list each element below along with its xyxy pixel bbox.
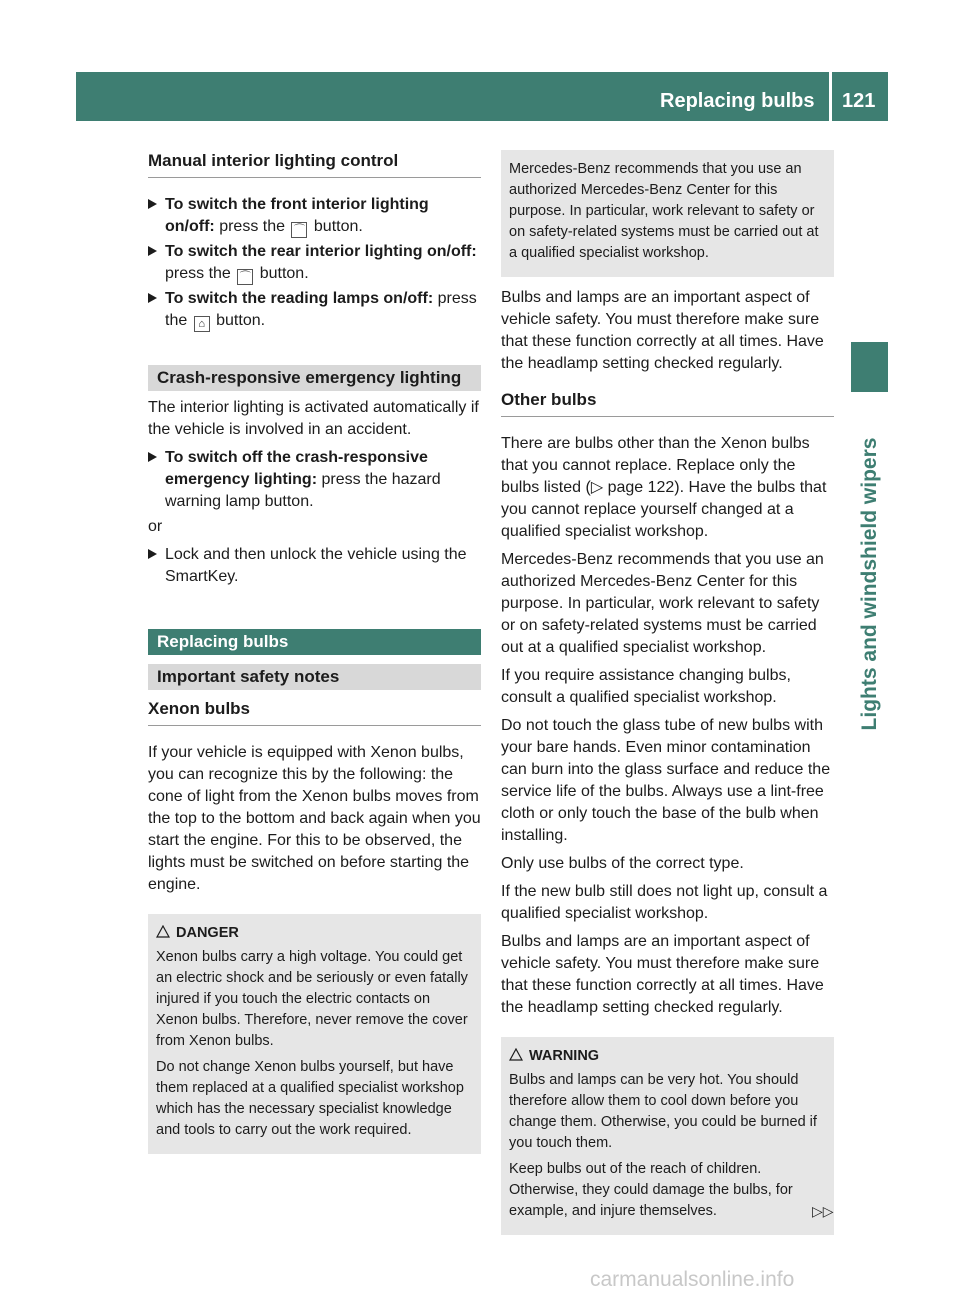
header-divider bbox=[829, 72, 832, 121]
crash-lighting-band: Crash-responsive emergency lighting bbox=[148, 365, 481, 391]
step-reading-lamps bbox=[148, 288, 481, 332]
warning-box bbox=[501, 1037, 834, 1235]
step-rear-light bbox=[148, 241, 481, 285]
other-bulbs-text-5: Only use bulbs of the correct type. bbox=[501, 855, 744, 872]
page-title: Replacing bulbs bbox=[660, 90, 815, 112]
side-tab-label: Lights and windshield wipers bbox=[858, 437, 881, 731]
warning-title bbox=[509, 1046, 827, 1067]
arrow-icon bbox=[148, 246, 157, 256]
step-text: Lock and then unlock the vehicle using the SmartKey. bbox=[165, 546, 467, 585]
step-text: press the bbox=[165, 290, 477, 329]
step-bold: To switch off the crash-responsive emergency lighting: bbox=[165, 449, 428, 488]
watermark: carmanualsonline.info bbox=[590, 1268, 795, 1291]
step-bold: To switch the reading lamps on/off: bbox=[165, 290, 434, 307]
step-text: button. bbox=[211, 312, 266, 329]
step-lock-unlock bbox=[148, 544, 481, 588]
other-bulbs-text-2: Mercedes-Benz recommends that you use an authorized Mercedes-Benz Center for this purpose. In particular, work relevant to safety or on safety-related systems must be carried out at a qualified specialist workshop. bbox=[501, 551, 824, 656]
side-tab bbox=[852, 404, 888, 764]
danger-label: DANGER bbox=[176, 925, 239, 941]
right-column bbox=[501, 150, 834, 1235]
left-column bbox=[148, 150, 481, 1154]
step-crash-off bbox=[148, 447, 481, 513]
danger-title bbox=[156, 923, 474, 944]
arrow-icon bbox=[148, 549, 157, 559]
continued-icon: ▷▷ bbox=[812, 1203, 834, 1219]
warning-text-1: Bulbs and lamps can be very hot. You should therefore allow them to cool down before you change them. Otherwise, you could be burned if you touch them. bbox=[509, 1072, 817, 1151]
bulbs-important-paragraph: Bulbs and lamps are an important aspect of vehicle safety. You must therefore make sure that these function correctly at all times. Have the headlamp setting checked regularly. bbox=[501, 289, 824, 372]
danger-text-2: Do not change Xenon bulbs yourself, but have them replaced at a qualified specialist workshop which has the necessary specialist knowledge and tools to carry out the work required. bbox=[156, 1059, 464, 1138]
step-text: press the hazard warning lamp button. bbox=[165, 471, 441, 510]
step-bold: To switch the rear interior lighting on/off: bbox=[165, 243, 477, 260]
step-text: press the bbox=[165, 265, 236, 282]
page-number: 121 bbox=[842, 90, 876, 112]
xenon-paragraph: If your vehicle is equipped with Xenon bulbs, you can recognize this by the following: the cone of light from the Xenon bulbs moves from the top to the bottom and back again when you start the engine. For this to be observed, the lights must be switched on before starting the engine. bbox=[148, 744, 481, 893]
recommendation-text: Mercedes-Benz recommends that you use an authorized Mercedes-Benz Center for this purpose. In particular, work relevant to safety or on safety-related systems must be carried out at a qualified specialist workshop. bbox=[509, 161, 819, 261]
step-text: press the bbox=[214, 218, 290, 235]
other-bulbs-text-1: There are bulbs other than the Xenon bulbs that you cannot replace. Replace only the bulbs listed (▷ page 122). Have the bulbs that you cannot replace yourself changed at a qualified specialist workshop. bbox=[501, 435, 827, 540]
other-bulbs-heading: Other bulbs bbox=[501, 389, 834, 417]
crash-paragraph: The interior lighting is activated automatically if the vehicle is involved in an accident. bbox=[148, 399, 479, 438]
other-bulbs-text-6: If the new bulb still does not light up, consult a qualified specialist workshop. bbox=[501, 883, 828, 922]
arrow-icon bbox=[148, 199, 157, 209]
or-text: or bbox=[148, 518, 163, 535]
warning-triangle-icon bbox=[156, 925, 170, 938]
arrow-icon bbox=[148, 293, 157, 303]
safety-notes-band: Important safety notes bbox=[148, 664, 481, 690]
step-bold: To switch the front interior lighting on/off: bbox=[165, 196, 429, 235]
xenon-heading: Xenon bulbs bbox=[148, 698, 481, 726]
arrow-icon bbox=[148, 452, 157, 462]
other-bulbs-text-3: If you require assistance changing bulbs, consult a qualified specialist workshop. bbox=[501, 667, 791, 706]
danger-box bbox=[148, 914, 481, 1154]
warning-label: WARNING bbox=[529, 1048, 600, 1064]
step-front-light bbox=[148, 194, 481, 238]
warning-text-2: Keep bulbs out of the reach of children. Otherwise, they could damage the bulbs, for example, and injure themselves. bbox=[509, 1161, 793, 1219]
step-text: button. bbox=[255, 265, 309, 282]
recommendation-box bbox=[501, 150, 834, 277]
side-marker bbox=[851, 342, 888, 392]
front-light-icon: ⌒ bbox=[291, 222, 307, 238]
warning-triangle-icon bbox=[509, 1048, 523, 1061]
step-text: button. bbox=[309, 218, 363, 235]
manual-lighting-heading: Manual interior lighting control bbox=[148, 150, 481, 178]
danger-text-1: Xenon bulbs carry a high voltage. You could get an electric shock and be seriously or even fatally injured if you touch the electric contacts on Xenon bulbs. Therefore, never remove the cover from Xenon bulbs. bbox=[156, 949, 468, 1049]
other-bulbs-text-4: Do not touch the glass tube of new bulbs with your bare hands. Even minor contamination can burn into the glass surface and reduce the service life of the bulbs. Always use a lint-free cloth or only touch the base of the bulb when installing. bbox=[501, 717, 831, 844]
rear-light-icon: ⌒ bbox=[237, 269, 253, 285]
reading-lamp-icon: ⌂ bbox=[194, 316, 210, 332]
other-bulbs-text-7: Bulbs and lamps are an important aspect of vehicle safety. You must therefore make sure that these function correctly at all times. Have the headlamp setting checked regularly. bbox=[501, 933, 824, 1016]
replacing-bulbs-band: Replacing bulbs bbox=[148, 629, 481, 655]
